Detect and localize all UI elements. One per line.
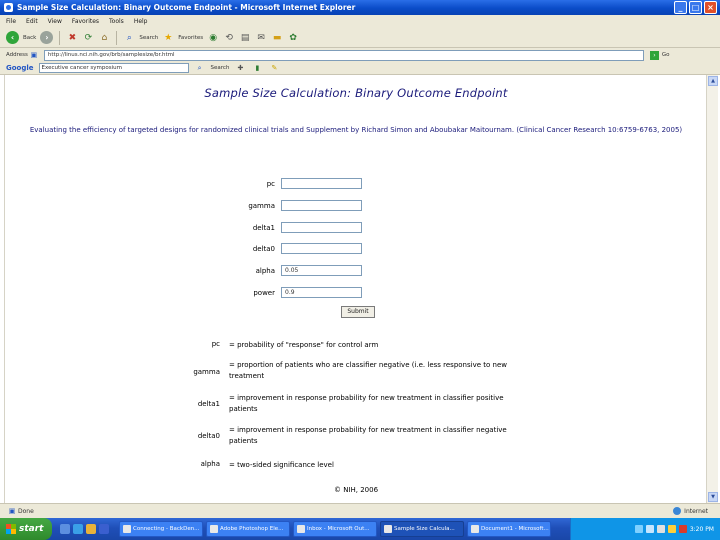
page-done-icon: ▣ <box>8 507 16 515</box>
page-content <box>4 75 706 503</box>
window-title-bar[interactable] <box>0 0 720 15</box>
ie-icon <box>4 3 13 12</box>
system-tray <box>570 518 720 540</box>
google-search-label[interactable]: Search <box>210 65 230 71</box>
delta0-input[interactable] <box>281 243 362 254</box>
toolbar-separator <box>116 31 117 45</box>
window-title: Sample Size Calculation: Binary Outcome Endpoint - Microsoft Internet Explorer <box>17 3 356 12</box>
google-search-input[interactable]: Executive cancer symposium <box>39 63 189 73</box>
quick-launch <box>60 524 109 534</box>
menu-view[interactable]: View <box>47 18 62 25</box>
status-text: Done <box>18 507 34 515</box>
media-icon[interactable]: ◉ <box>209 32 218 43</box>
task-sample-size[interactable]: Sample Size Calcula... <box>380 521 464 537</box>
go-button-label[interactable]: Go <box>661 52 670 58</box>
pc-label: pc <box>266 180 275 188</box>
scroll-up-arrow-icon[interactable]: ▲ <box>708 76 718 86</box>
pc-input[interactable] <box>281 178 362 189</box>
forward-arrow-icon[interactable]: › <box>40 31 53 44</box>
mail-icon[interactable]: ✉ <box>257 32 265 43</box>
folder-icon[interactable]: ▬ <box>272 32 282 43</box>
google-search-icon[interactable]: ⌕ <box>197 63 202 72</box>
page-subtitle: Evaluating the efficiency of targeted designs for randomized clinical trials and Supplement by Richard Simon and Aboubakar Maitournam. (Clinical Cancer Research 10:6759-6763, 2005) <box>29 126 683 134</box>
definition-text-delta0: = improvement in response probability for new treatment in classifier negative patients <box>229 426 507 445</box>
vertical-scrollbar[interactable] <box>706 75 718 503</box>
menu-help[interactable]: Help <box>133 18 148 25</box>
alpha-input[interactable]: 0.05 <box>281 265 362 276</box>
window-controls <box>674 1 717 14</box>
search-icon[interactable]: ⌕ <box>126 32 132 43</box>
stop-icon[interactable]: ✖ <box>68 32 77 43</box>
address-label: Address <box>6 52 28 58</box>
favorites-star-icon[interactable]: ★ <box>164 32 173 43</box>
menu-favorites[interactable]: Favorites <box>71 18 100 25</box>
print-icon[interactable]: ▤ <box>240 32 250 43</box>
network-icon[interactable] <box>635 525 643 533</box>
update-icon[interactable] <box>668 525 676 533</box>
delta0-label: delta0 <box>252 245 275 253</box>
close-button[interactable]: × <box>704 1 717 14</box>
messenger-icon[interactable]: ✿ <box>289 32 297 43</box>
menu-edit[interactable]: Edit <box>26 18 38 25</box>
antivirus-icon[interactable] <box>657 525 665 533</box>
start-label: start <box>19 524 44 534</box>
start-button[interactable] <box>0 518 52 540</box>
task-connecting[interactable]: Connecting - BackDen... <box>119 521 203 537</box>
pagerank-icon: ▮ <box>255 64 260 72</box>
toolbar-separator <box>59 31 60 45</box>
definition-text-delta1: = improvement in response probability for new treatment in classifier positive patients <box>229 394 504 413</box>
address-input[interactable]: http://linus.nci.nih.gov/brb/samplesize/br.html <box>44 50 644 61</box>
menu-file[interactable]: File <box>6 18 17 25</box>
security-zone <box>673 507 708 515</box>
page-title: Sample Size Calculation: Binary Outcome Endpoint <box>204 86 508 100</box>
back-button-label[interactable]: Back <box>23 34 37 41</box>
definition-text-gamma: = proportion of patients who are classifier negative (i.e. less responsive to new treatment <box>229 361 507 380</box>
status-bar <box>0 503 720 518</box>
definition-term-pc: pc <box>211 340 220 348</box>
copyright-notice: © NIH, 2006 <box>333 486 379 494</box>
word-quicklaunch-icon[interactable] <box>99 524 109 534</box>
maximize-button[interactable]: □ <box>689 1 702 14</box>
back-arrow-icon[interactable]: ‹ <box>6 31 19 44</box>
scroll-down-arrow-icon[interactable]: ▼ <box>708 492 718 502</box>
search-button-label[interactable]: Search <box>139 34 159 41</box>
definition-term-alpha: alpha <box>200 460 220 468</box>
delta1-input[interactable] <box>281 222 362 233</box>
address-bar <box>0 48 720 62</box>
windows-flag-icon <box>6 524 16 534</box>
ie-quicklaunch-icon[interactable] <box>73 524 83 534</box>
zone-label: Internet <box>684 507 708 515</box>
refresh-icon[interactable]: ⟳ <box>84 32 93 43</box>
definition-term-gamma: gamma <box>193 368 220 376</box>
go-arrow-icon[interactable]: › <box>650 51 659 60</box>
history-icon[interactable]: ⟲ <box>225 32 233 43</box>
volume-icon[interactable] <box>646 525 654 533</box>
definition-text-pc: = probability of "response" for control arm <box>229 341 379 349</box>
google-logo: Google <box>6 64 34 72</box>
show-desktop-icon[interactable] <box>60 524 70 534</box>
page-icon: ▣ <box>30 51 38 59</box>
definition-term-delta1: delta1 <box>197 400 220 408</box>
google-options-icon[interactable]: ✚ <box>237 64 244 72</box>
clock[interactable]: 3:20 PM <box>689 525 714 533</box>
home-icon[interactable]: ⌂ <box>101 32 108 43</box>
highlight-icon[interactable]: ✎ <box>271 64 278 72</box>
submit-button[interactable]: Submit <box>341 306 375 318</box>
menu-tools[interactable]: Tools <box>109 18 124 25</box>
taskbar <box>0 518 720 540</box>
standard-toolbar <box>0 28 720 48</box>
favorites-button-label[interactable]: Favorites <box>178 34 204 41</box>
task-photoshop[interactable]: Adobe Photoshop Ele... <box>206 521 290 537</box>
power-label: power <box>253 289 275 297</box>
minimize-button[interactable]: _ <box>674 1 687 14</box>
internet-globe-icon <box>673 507 681 515</box>
task-word-document[interactable]: Document1 - Microsoft... <box>467 521 551 537</box>
security-icon[interactable] <box>679 525 687 533</box>
gamma-input[interactable] <box>281 200 362 211</box>
outlook-quicklaunch-icon[interactable] <box>86 524 96 534</box>
power-input[interactable]: 0.9 <box>281 287 362 298</box>
definition-text-alpha: = two-sided significance level <box>229 461 334 469</box>
google-toolbar <box>0 62 720 75</box>
gamma-label: gamma <box>248 202 275 210</box>
task-outlook[interactable]: Inbox - Microsoft Out... <box>293 521 377 537</box>
definition-term-delta0: delta0 <box>197 432 220 440</box>
alpha-label: alpha <box>255 267 275 275</box>
menu-bar <box>0 15 720 28</box>
delta1-label: delta1 <box>252 224 275 232</box>
